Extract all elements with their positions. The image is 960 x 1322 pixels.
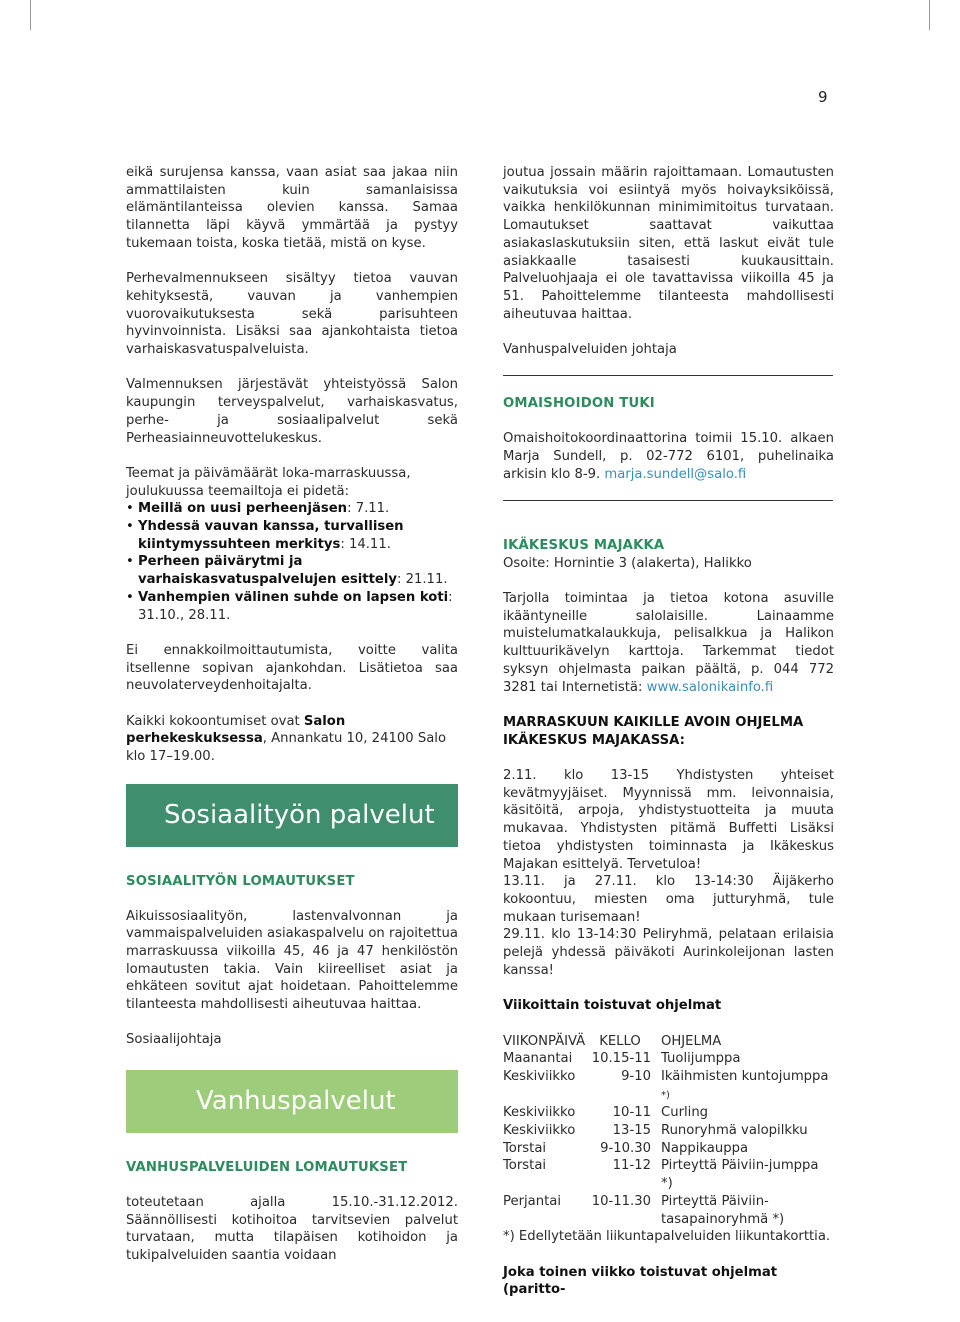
organizers-paragraph: Valmennuksen järjestävät yhteistyössä Salon kaupungin terveyspalvelut, varhaiskasvatus, perhe- ja sosiaalipalvelut sekä Perheasiainneuvottelukeskus. bbox=[126, 377, 458, 446]
meetings-place: Salon perhekeskuksessa bbox=[126, 713, 346, 747]
topic-title: Perheen päivärytmi ja varhaiskasvatuspalvelujen esittely bbox=[138, 554, 397, 588]
table-row bbox=[503, 1193, 834, 1228]
november-event: 2.11. klo 13-15 Yhdistysten yhteiset kevätmyyjäiset. Myynnissä mm. leivonnaisia, käsitöitä, arpoja, yhdistystuotteita ja muuta mukavaa. Yhdistysten pitämä Buffetti Lisäksi tietoa yhdistysten toiminnasta ja Ikäkeskus Majakan esittelyä. Tervetuloa! bbox=[503, 768, 834, 872]
schedule-time: 10-11.30 bbox=[591, 1193, 651, 1209]
meetings-paragraph bbox=[126, 713, 458, 766]
schedule-day: Torstai bbox=[503, 1158, 547, 1174]
majakka-website-link[interactable]: www.salonikainfo.fi bbox=[646, 679, 774, 695]
topic-date: : 31.10., 28.11. bbox=[138, 589, 453, 623]
elder-layoffs-text: toteutetaan ajalla 15.10.-31.12.2012. Säännöllisesti kotihoitoa tarvitsevien palvelut turvataan, mutta tilapäisen kotihoidon ja tukipalveluiden saantia voidaan bbox=[126, 1194, 458, 1263]
topic-title: Vanhempien välinen suhde on lapsen koti bbox=[138, 589, 449, 605]
schedule-day: Keskiviikko bbox=[503, 1123, 576, 1139]
november-program-heading: MARRASKUUN KAIKILLE AVOIN OHJELMA IKÄKESKUS MAJAKASSA: bbox=[503, 714, 804, 748]
elder-layoffs-heading: VANHUSPALVELUIDEN LOMAUTUKSET bbox=[126, 1160, 408, 1176]
perhevalmennus-paragraph: Perhevalmennukseen sisältyy tietoa vauvan kehityksestä, vauvan ja vanhempien vuorovaikutuksesta sekä parisuhteen hyvinvoinnista. Lisäksi saa ajankohtaista tietoa varhaiskasvatuspalveluista. bbox=[126, 271, 458, 358]
meetings-suffix: , Annankatu 10, 24100 Salo klo 17–19.00. bbox=[126, 731, 447, 765]
schedule-time: 9-10.30 bbox=[600, 1140, 651, 1156]
topic-date: : 14.11. bbox=[340, 536, 391, 552]
table-row bbox=[503, 1050, 834, 1068]
november-event: 13.11. ja 27.11. klo 13-14:30 Äijäkerho kokoontuu, miesten oma jutturyhmä, tule mukaan turisemaan! bbox=[503, 874, 834, 925]
weekly-schedule-table bbox=[503, 1033, 834, 1229]
social-layoffs-heading: SOSIAALITYÖN LOMAUTUKSET bbox=[126, 873, 355, 889]
topics-intro: Teemat ja päivämäärät loka-marraskuussa, joulukuussa teemailtoja ei pidetä: bbox=[126, 465, 411, 499]
topic-item bbox=[126, 553, 458, 588]
page-number: 9 bbox=[818, 88, 828, 106]
topic-title: Yhdessä vauvan kanssa, turvallisen kiintymyssuhteen merkitys bbox=[138, 519, 404, 552]
schedule-program: Curling bbox=[661, 1105, 709, 1121]
schedule-program-text: Ikäihmisten kuntojumppa bbox=[661, 1068, 829, 1084]
topic-item bbox=[126, 500, 458, 518]
section-divider bbox=[503, 499, 833, 501]
november-event: 29.11. klo 13-14:30 Peliryhmä, pelataan erilaisia pelejä yhdessä päiväkoti Aurinkoleijonan lasten kanssa! bbox=[503, 927, 834, 978]
biweekly-programs-heading: Joka toinen viikko toistuvat ohjelmat (paritto- bbox=[503, 1264, 778, 1298]
left-column bbox=[126, 164, 458, 1282]
caregiver-support-text bbox=[503, 430, 834, 483]
meetings-prefix: Kaikki kokoontumiset ovat bbox=[126, 713, 304, 729]
elder-signature: Vanhuspalveluiden johtaja bbox=[503, 342, 677, 358]
topics-list bbox=[126, 500, 458, 624]
table-row bbox=[503, 1122, 834, 1140]
weekly-programs-heading: Viikoittain toistuvat ohjelmat bbox=[503, 998, 722, 1014]
topic-item bbox=[126, 518, 458, 553]
caregiver-email-link[interactable]: marja.sundell@salo.fi bbox=[604, 466, 747, 482]
schedule-time: 11-12 bbox=[612, 1158, 651, 1174]
schedule-day: Keskiviikko bbox=[503, 1105, 576, 1121]
schedule-program: Pirteyttä Päiviin-jumppa *) bbox=[661, 1158, 819, 1192]
schedule-time: 9-10 bbox=[621, 1068, 651, 1084]
schedule-note: *) Edellytetään liikuntapalveluiden liikuntakorttia. bbox=[503, 1229, 831, 1245]
table-row bbox=[503, 1104, 834, 1122]
caregiver-contact: Omaishoitokoordinaattorina toimii 15.10. alkaen Marja Sundell, p. 02-772 6101, puhelinaika arkisin klo 8-9. bbox=[503, 431, 834, 482]
caregiver-support-heading: OMAISHOIDON TUKI bbox=[503, 396, 655, 412]
column-header: OHJELMA bbox=[661, 1033, 722, 1049]
majakka-heading: IKÄKESKUS MAJAKKA bbox=[503, 537, 665, 553]
column-header: KELLO bbox=[599, 1033, 641, 1049]
topic-item bbox=[126, 589, 458, 624]
schedule-day: Perjantai bbox=[503, 1193, 562, 1209]
majakka-description: Tarjolla toimintaa ja tietoa kotona asuville ikääntyneille salolaisille. Lainaamme muistelumatkalaukkuja, pelisalkkua ja Halikon kulttuurikävelyn karttoja. Tarkemmat tiedot syksyn ohjelmasta paikan päältä, p. 044 772 3281 tai Internetistä: bbox=[503, 591, 834, 695]
column-header: VIIKONPÄIVÄ bbox=[503, 1033, 586, 1049]
schedule-program bbox=[661, 1068, 834, 1104]
schedule-time: 10-11 bbox=[612, 1105, 651, 1121]
majakka-text bbox=[503, 590, 834, 696]
schedule-time: 10.15-11 bbox=[591, 1051, 651, 1067]
schedule-time: 13-15 bbox=[612, 1123, 651, 1139]
pre-register-note: Ei ennakkoilmoittautumista, voitte valita itsellenne sopivan ajankohdan. Lisätietoa saa neuvolaterveydenhoitajalta. bbox=[126, 642, 458, 694]
elder-layoffs-continued: joutua jossain määrin rajoittamaan. Lomautusten vaikutuksia voi esiintyä myös hoivayksiköissä, vaikka henkilökunnan minimimitoitus turvataan. Lomautukset saattavat vaikuttaa asiakaslaskutuksiin siten, että laskut eivät tule asiakkaalle tasaisesti kuukausittain. Palveluohjaaja ei ole tavattavissa viikoilla 45 ja 51. Pahoittelemme tilanteesta mahdollisesti aiheutuvaa haittaa. bbox=[503, 165, 834, 322]
schedule-program: Tuolijumppa bbox=[661, 1051, 741, 1067]
social-signature: Sosiaalijohtaja bbox=[126, 1032, 222, 1048]
schedule-mark: *) bbox=[661, 1089, 670, 1101]
table-row bbox=[503, 1157, 834, 1192]
table-row bbox=[503, 1068, 834, 1104]
topic-title: Meillä on uusi perheenjäsen bbox=[138, 501, 348, 517]
elder-services-banner: Vanhuspalvelut bbox=[126, 1070, 458, 1133]
social-services-banner: Sosiaalityön palvelut bbox=[126, 784, 458, 847]
majakka-address: Osoite: Hornintie 3 (alakerta), Halikko bbox=[503, 555, 752, 571]
schedule-day: Torstai bbox=[503, 1140, 547, 1156]
crop-mark-left bbox=[30, 0, 31, 30]
schedule-program: Pirteyttä Päiviin-tasapainoryhmä *) bbox=[661, 1193, 785, 1227]
schedule-program: Runoryhmä valopilkku bbox=[661, 1123, 808, 1139]
crop-mark-right bbox=[929, 0, 930, 30]
table-row bbox=[503, 1140, 834, 1158]
topic-date: : 7.11. bbox=[347, 501, 390, 517]
right-column bbox=[503, 164, 834, 1317]
schedule-day: Keskiviikko bbox=[503, 1068, 576, 1084]
topic-date: : 21.11. bbox=[396, 572, 448, 588]
intro-paragraph: eikä surujensa kanssa, vaan asiat saa jakaa niin ammattilaisten kuin samanlaisissa elämäntilanteissa olevien kanssa. Samaa tilannetta läpi käyvä ymmärtää ja pystyy tukemaan toista, koska tietää, mistä on kyse. bbox=[126, 165, 458, 251]
social-layoffs-text: Aikuissosiaalityön, lastenvalvonnan ja vammaispalveluiden asiakaspalvelu on rajoitettua marraskuussa viikoilla 45, 46 ja 47 henkilöstön lomautusten takia. Vain kiireelliset asiat ja ehkäteen sovitut ajat hoidetaan. Pahoittelemme tilanteesta mahdollisesti aiheutuvaa haittaa. bbox=[126, 908, 458, 1013]
table-header-row bbox=[503, 1033, 834, 1051]
schedule-program: Nappikauppa bbox=[661, 1140, 749, 1156]
schedule-day: Maanantai bbox=[503, 1051, 573, 1067]
signature-line bbox=[503, 374, 833, 376]
